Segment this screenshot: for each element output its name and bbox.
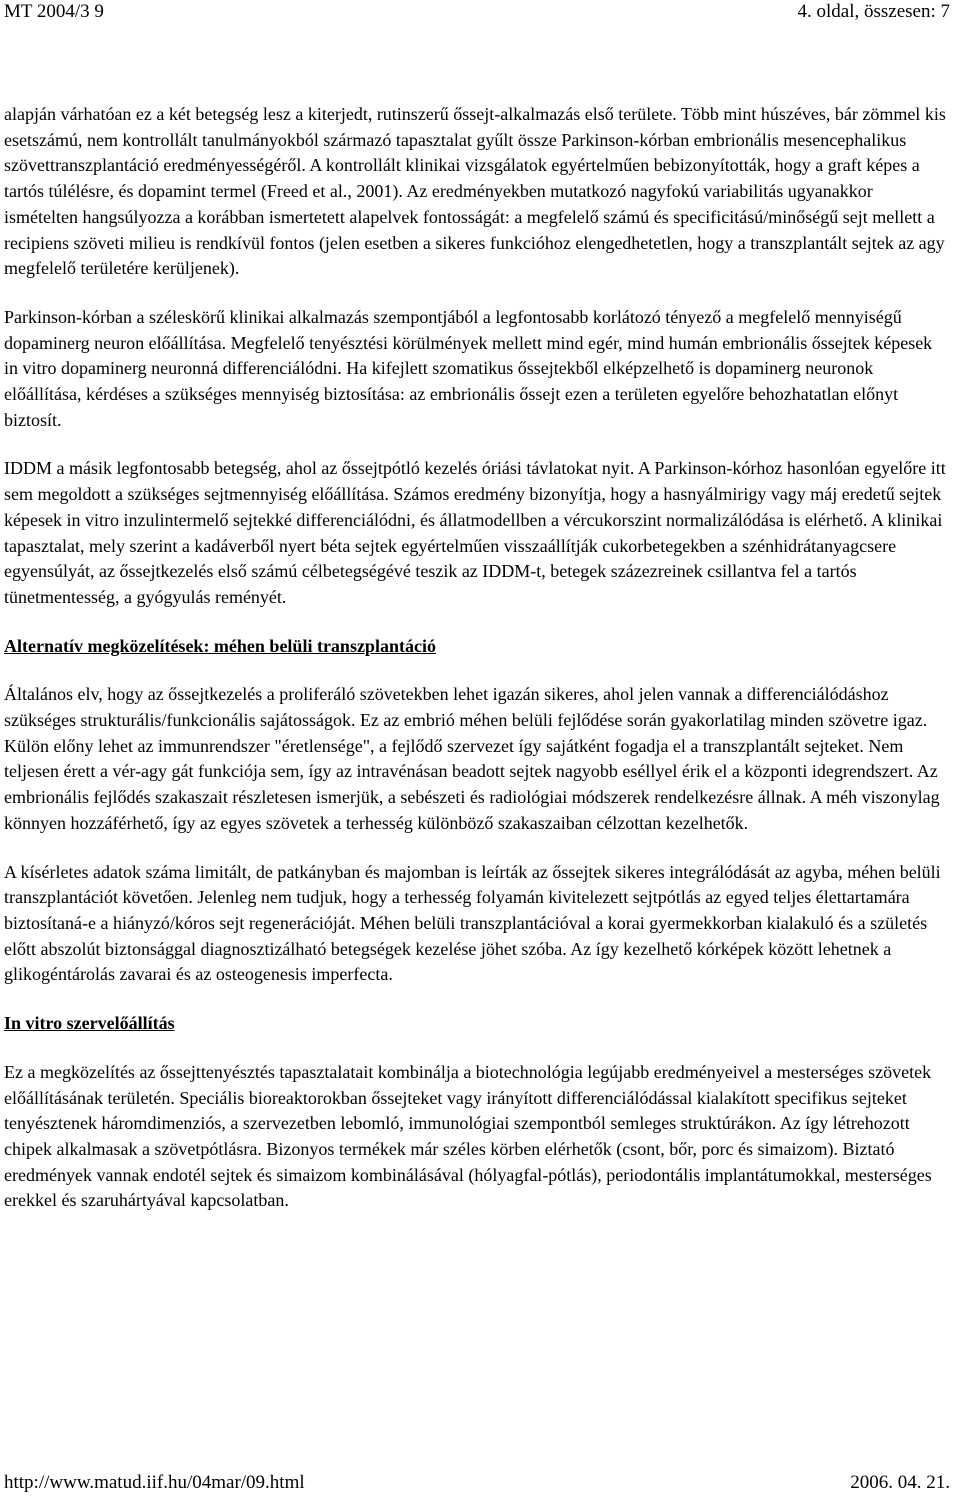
section-heading-in-utero: Alternatív megközelítések: méhen belüli transzplantáció: [4, 635, 436, 656]
section-heading-in-vitro: In vitro szervelőállítás: [4, 1013, 175, 1034]
paragraph-dopaminergic-neurons: Parkinson-kórban a széleskörű klinikai alkalmazás szempontjából a legfontosabb korlátozó tényező a megfelelő mennyiségű dopaminerg neuron előállítása. Megfelelő tenyésztési körülmények mellett mind egér, mind humán embrionális őssejtek képesek in vitro dopaminerg neuronná differenciálódni. Ha kifejlett szomatikus őssejtekből elképzelhető is dopaminerg neuronok előállítása, kérdéses a szükséges mennyiség biztosítása: az embrionális őssejt ezen a területen egyelőre behozhatatlan előnyt biztosít.: [4, 306, 933, 430]
page-header: [4, 0, 950, 24]
paragraph-tissue-engineering: Ez a megközelítés az őssejttenyésztés tapasztalatait kombinálja a biotechnológia legújabb eredményeivel a mesterséges szövetek előállításának területén. Speciális bioreaktorokban őssejteket vagy irányított differenciálódással kialakított specifikus sejteket tenyésztenek háromdimenziós, a szervezetben lebomló, immunológiai szempontból semleges struktúrákon. Az így létrehozott chipek alkalmasak a szövetpótlásra. Bizonyos termékek már széles körben elérhetők (csont, bőr, porc és simaizom). Biztató eredmények vannak endotél sejtek és simaizom kombinálásával (hólyagfal-pótlás), periodontális implantátumokkal, mesterséges erekkel és szaruhártyával kapcsolatban.: [4, 1061, 932, 1211]
source-url[interactable]: http://www.matud.iif.hu/04mar/09.html: [4, 1472, 305, 1493]
paragraph-iddm: IDDM a másik legfontosabb betegség, ahol az őssejtpótló kezelés óriási távlatokat nyit. A Parkinson-kórhoz hasonlóan egyelőre itt sem megoldott a szükséges sejtmennyiség előállítása. Számos eredmény bizonyítja, hogy a hasnyálmirigy vagy máj eredetű sejtek képesek in vitro inzulintermelő sejtekké differenciálódni, és állatmodellben a vércukorszint normalizálódása is elérhető. A klinikai tapasztalat, mely szerint a kadáverből nyert béta sejtek egyértelműen visszaállítják cukorbetegekben a szénhidrátanyagcsere egyensúlyát, az őssejtkezelés első számú célbetegségévé teszik az IDDM-t, betegek százezreinek csillantva fel a tartós tünetmentesség, a gyógyulás reményét.: [4, 458, 946, 607]
paragraph-parkinson-transplant: alapján várhatóan ez a két betegség lesz a kiterjedt, rutinszerű őssejt-alkalmazás első területe. Több mint húszéves, bár zömmel kis esetszámú, nem kontrollált tanulmányokból származó tapasztalat gyűlt össze Parkinson-kórban embrionális mesencephalikus szövettranszplantáció eredményességéről. A kontrollált klinikai vizsgálatok egyértelműen bebizonyították, hogy a graft képes a tartós túlélésre, és dopamint termel (Freed et al., 2001). Az eredményekben mutatkozó nagyfokú variabilitás ugyanakkor ismételten hangsúlyozza a korábban ismertetett alapelvek fontosságát: a megfelelő számú és specificitású/minőségű sejt mellett a recipiens szöveti milieu is rendkívül fontos (jelen esetben a sikeres funkcióhoz elengedhetetlen, hogy a transzplantált sejtek az agy megfelelő területére kerüljenek).: [4, 104, 946, 279]
page-footer: [4, 1471, 950, 1495]
journal-issue-label: MT 2004/3 9: [4, 1, 104, 22]
paragraph-experimental-data: A kísérletes adatok száma limitált, de patkányban és majomban is leírták az őssejtek sikeres integrálódását az agyba, méhen belüli transzplantációt követően. Jelenleg nem tudjuk, hogy a terhesség folyamán kivitelezett sejtpótlás az egyed teljes élettartamára biztosítaná-e a hiányzó/kóros sejt regenerációját. Méhen belüli transzplantációval a korai gyermekkorban kialakuló és a születés előtt abszolút biztonsággal diagnosztizálható betegségek kezelése jöhet szóba. Az így kezelhető kórképek között lehetnek a glikogéntárolás zavarai és az osteogenesis imperfecta.: [4, 861, 941, 985]
print-date: 2006. 04. 21.: [850, 1472, 950, 1493]
paragraph-general-principle: Általános elv, hogy az őssejtkezelés a proliferáló szövetekben lehet igazán sikeres, ahol jelen vannak a differenciálódáshoz szükséges strukturális/funkcionális sajátosságok. Ez az embrió méhen belüli fejlődése során gyakorlatilag minden szövetre igaz. Külön előny lehet az immunrendszer "éretlensége", a fejlődő szervezet így sajátként fogadja el a transzplantált sejteket. Nem teljesen érett a vér-agy gát funkciója sem, így az intravénásan beadott sejtek nagyobb eséllyel érik el a központi idegrendszert. Az embrionális fejlődés szakaszait részletesen ismerjük, a sebészeti és radiológiai módszerek rendelkezésre állnak. A méh viszonylag könnyen hozzáférhető, így az egyes szövetek a terhesség különböző szakaszaiban célzottan kezelhetők.: [4, 684, 940, 833]
article-body: [4, 102, 948, 1237]
page-counter: 4. oldal, összesen: 7: [797, 1, 950, 22]
